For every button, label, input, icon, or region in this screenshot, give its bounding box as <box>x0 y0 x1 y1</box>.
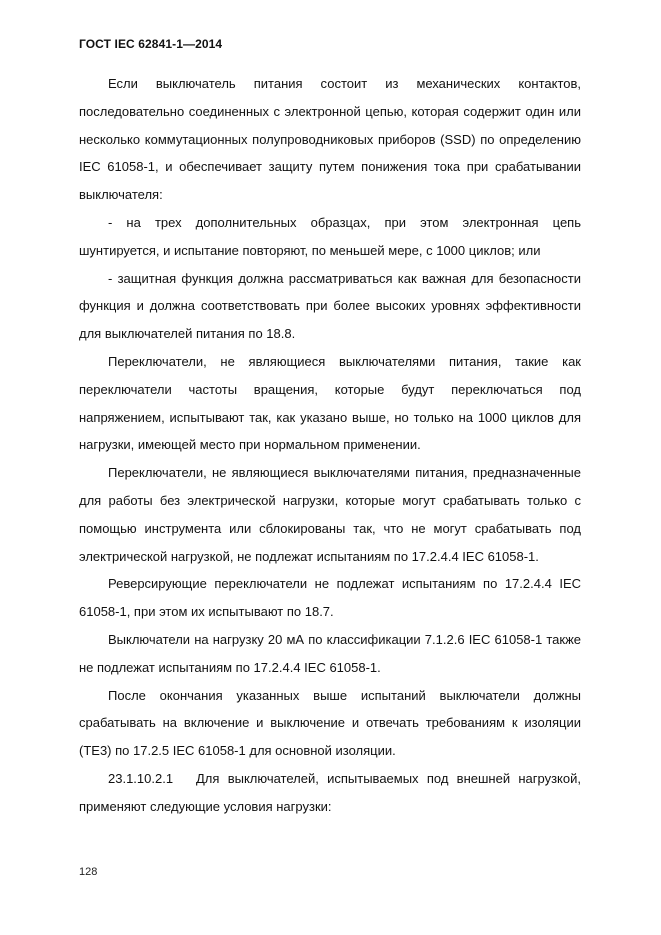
paragraph-reversing-switches: Реверсирующие переключатели не подлежат испытаниям по 17.2.4.4 IEC 61058-1, при этом их испытывают по 18.7. <box>79 576 581 620</box>
clause-23-1-10-2-1 <box>79 765 581 821</box>
document-header: ГОСТ IEC 62841-1—2014 <box>79 37 223 51</box>
paragraph-20ma-switches: Выключатели на нагрузку 20 мА по классификации 7.1.2.6 IEC 61058-1 также не подлежат испытаниям по 17.2.4.4 IEC 61058-1. <box>79 631 581 675</box>
clause-text: Для выключателей, испытываемых под внешней нагрузкой, применяют следующие условия нагрузки: <box>79 770 581 814</box>
document-body <box>79 70 581 821</box>
page-number: 128 <box>79 866 98 878</box>
clause-number: 23.1.10.2.1 <box>108 770 174 786</box>
paragraph-option-additional-samples: - на трех дополнительных образцах, при этом электронная цепь шунтируется, и испытание повторяют, по меньшей мере, с 1000 циклов; или <box>79 214 581 258</box>
paragraph-no-load-switches: Переключатели, не являющиеся выключателями питания, предназначенные для работы без электрической нагрузки, которые могут срабатывать только с помощью инструмента или сблокированы так, что не могут срабатывать под электрической нагрузкой, не подлежат испытаниям по 17.2.4.4 IEC 61058-1. <box>79 465 581 564</box>
paragraph-speed-switches: Переключатели, не являющиеся выключателями питания, такие как переключатели частоты вращения, которые будут переключаться под напряжением, испытывают так, как указано выше, но только на 1000 циклов для нагрузки, имеющей место при нормальном применении. <box>79 353 581 453</box>
paragraph-after-tests: После окончания указанных выше испытаний выключатели должны срабатывать на включение и выключение и отвечать требованиям к изоляции (ТЕ3) по 17.2.5 IEC 61058-1 для основной изоляции. <box>79 687 581 759</box>
paragraph-option-protective-function: - защитная функция должна рассматриваться как важная для безопасности функция и должна соответствовать при более высоких уровнях эффективности для выключателей питания по 18.8. <box>79 270 581 342</box>
paragraph-power-switch: Если выключатель питания состоит из механических контактов, последовательно соединенных с электронной цепью, которая содержит один или несколько коммутационных полупроводниковых приборов (SSD) по определению IEC 61058-1, и обеспечивает защиту путем понижения тока при срабатывании выключателя: <box>79 76 581 203</box>
